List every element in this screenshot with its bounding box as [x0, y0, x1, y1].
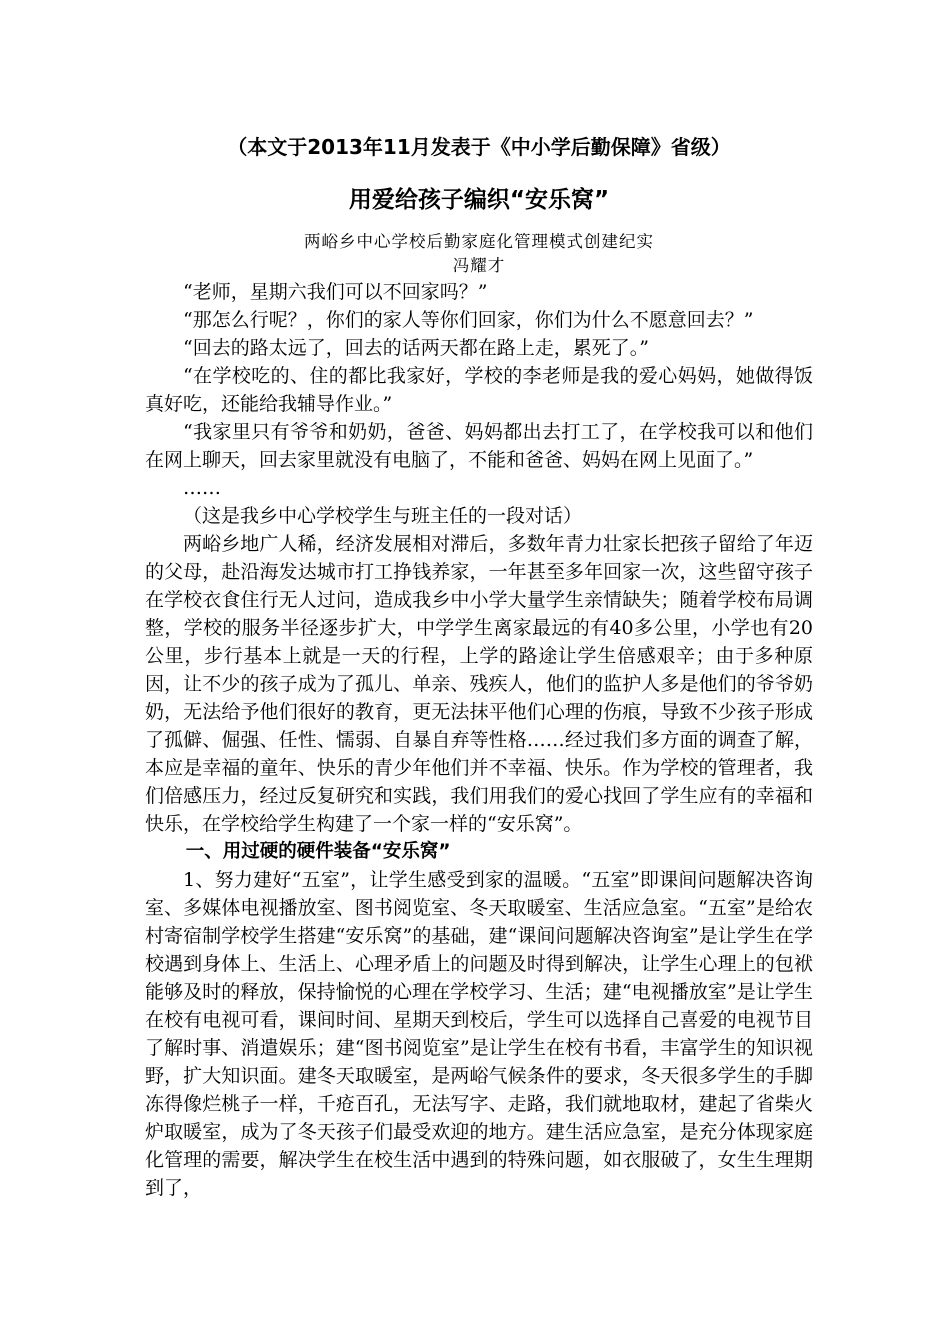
publication-note: （本文于2013年11月发表于《中小学后勤保障》省级） — [227, 135, 731, 159]
article-subtitle: 两峪乡中心学校后勤家庭化管理模式创建纪实 — [304, 232, 654, 251]
paragraph: 1、努力建好“五室”，让学生感受到家的温暖。“五室”即课间问题解决咨询室、多媒体电视播放室、图书阅览室、冬天取暖室、生活应急室。“五室”是给农村寄宿制学校学生搭建“安乐窝”的基础，建“课间问题解决咨询室”是让学生在学校遇到身体上、生活上、心理矛盾上的问题及时得到解决，让学生心理上的包袱能够及时的释放，保持愉悦的心理在学校学习、生活；建“电视播放室”是让学生在校有电视可看，课间时间、星期天到校后，学生可以选择自己喜爱的电视节目了解时事、消遣娱乐；建“图书阅览室”是让学生在校有书看，丰富学生的知识视野，扩大知识面。建冬天取暖室，是两峪气候条件的要求，冬天很多学生的手脚冻得像烂桃子一样，千疮百孔，无法写字、走路，我们就地取材，建起了省柴火炉取暖室，成为了冬天孩子们最受欢迎的地方。建生活应急室，是充分体现家庭化管理的需要，解决学生在校生活中遇到的特殊问题，如衣服破了，女生生理期到了， — [145, 869, 813, 1199]
article-title: 用爱给孩子编织“安乐窝” — [348, 187, 610, 213]
paragraph-ellipsis: …… — [183, 477, 221, 499]
paragraph: “那怎么行呢？，你们的家人等你们回家，你们为什么不愿意回去？” — [183, 309, 754, 331]
article-body — [145, 278, 813, 1202]
paragraph: 两峪乡地广人稀，经济发展相对滞后，多数年青力壮家长把孩子留给了年迈的父母，赴沿海发达城市打工挣钱养家，一年甚至多年回家一次，这些留守孩子在学校衣食住行无人过问，造成我乡中小学大量学生亲情缺失；随着学校布局调整，学校的服务半径逐步扩大，中学学生离家最远的有40多公里，小学也有20公里，步行基本上就是一天的行程，上学的路途让学生倍感艰辛；由于多种原因，让不少的孩子成为了孤儿、单亲、残疾人，他们的监护人多是他们的爷爷奶奶，无法给予他们很好的教育，更无法抹平他们心理的伤痕，导致不少孩子形成了孤僻、倔强、任性、懦弱、自暴自弃等性格……经过我们多方面的调查了解，本应是幸福的童年、快乐的青少年他们并不幸福、快乐。作为学校的管理者，我们倍感压力，经过反复研究和实践，我们用我们的爱心找回了学生应有的幸福和快乐，在学校给学生构建了一个家一样的“安乐窝”。 — [145, 533, 813, 835]
paragraph: “回去的路太远了，回去的话两天都在路上走，累死了。” — [183, 337, 649, 359]
section-heading: 一、用过硬的硬件装备“安乐窝” — [185, 841, 451, 862]
paragraph: “我家里只有爷爷和奶奶，爸爸、妈妈都出去打工了，在学校我可以和他们在网上聊天，回去家里就没有电脑了，不能和爸爸、妈妈在网上见面了。” — [145, 421, 813, 471]
document-page — [145, 132, 813, 1202]
paragraph: “在学校吃的、住的都比我家好，学校的李老师是我的爱心妈妈，她做得饭真好吃，还能给我辅导作业。” — [145, 365, 813, 415]
paragraph: “老师，星期六我们可以不回家吗？” — [183, 281, 488, 303]
article-author: 冯耀才 — [452, 256, 506, 275]
paragraph-note: （这是我乡中心学校学生与班主任的一段对话） — [183, 505, 583, 527]
